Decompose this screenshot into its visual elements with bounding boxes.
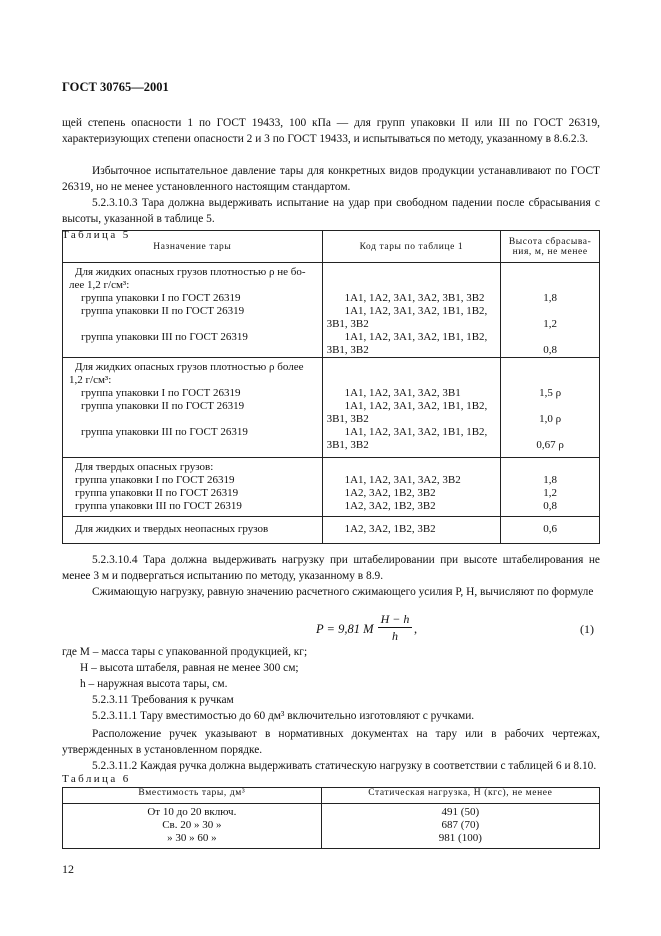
where-line-3: h – наружная высота тары, см. <box>80 678 228 690</box>
t5-height-cell: 1,8 1,2 0,8 <box>501 458 600 517</box>
t5-height-cell: 1,8 1,2 0,8 <box>501 263 600 358</box>
t5-purpose-cell: Для жидких опасных грузов плотностью ρ более 1,2 г/см³: группа упаковки I по ГОСТ 26319 группа упаковки II по ГОСТ 26319 группа упаковки III по ГОСТ 26319 <box>63 358 323 458</box>
t5-group-nonhazard <box>63 517 600 544</box>
paragraph-pressure: щей степень опасности 1 по ГОСТ 19433, 100 кПа — для групп упаковки II или III по ГОСТ 26319, характеризующих степени опасности 2 и 3 по ГОСТ 19433, и испытываться по методу, указанному в 8.6.2.3. <box>62 117 600 145</box>
paragraph-5-2-3-10-4: 5.2.3.10.4 Тара должна выдерживать нагрузку при штабелировании при высоте штабелирования не менее 3 м и подвергаться испытанию по методу, указанному в 8.9. <box>62 554 600 582</box>
t5-group-solid <box>63 458 600 517</box>
table5-caption: Таблица 5 <box>62 229 131 241</box>
t5-header-purpose: Назначение тары <box>63 231 323 263</box>
t5-purpose-cell: Для твердых опасных грузов: группа упаковки I по ГОСТ 26319 группа упаковки II по ГОСТ 26319 группа упаковки III по ГОСТ 26319 <box>63 458 323 517</box>
t5-header-height: Высота сбрасыва- ния, м, не менее <box>501 231 600 263</box>
t5-code-cell: 1А1, 1А2, 3А1, 3А2, 3В1 1А1, 1А2, 3А1, 3А2, 1В1, 1В2, 3В1, 3В2 1А1, 1А2, 3А1, 3А2, 1В1, 1В2, 3В1, 3В2 <box>322 358 501 458</box>
t6-load-cell: 491 (50) 687 (70) 981 (100) <box>321 804 599 849</box>
t5-header-code: Код тары по таблице 1 <box>322 231 501 263</box>
paragraph-5-2-3-10-3: 5.2.3.10.3 Тара должна выдерживать испытание на удар при свободном падении после сбрасывания с высоты, указанной в таблице 5. <box>62 197 600 225</box>
t5-height-cell: 1,5 ρ 1,0 ρ 0,67 ρ <box>501 358 600 458</box>
paragraph-test-pressure: Избыточное испытательное давление тары для конкретных видов продукции устанавливают по ГОСТ 26319, но не менее установленного настоящим стандартом. <box>62 165 600 193</box>
paragraph-5-2-3-11: 5.2.3.11 Требования к ручкам <box>92 694 234 706</box>
t5-code-cell: 1А2, 3А2, 1В2, 3В2 <box>322 517 501 544</box>
table-6 <box>62 787 600 849</box>
t5-purpose-cell: Для жидких опасных грузов плотностью ρ не бо- лее 1,2 г/см³: группа упаковки I по ГОСТ 26319 группа упаковки II по ГОСТ 26319 группа упаковки III по ГОСТ 26319 <box>63 263 323 358</box>
t6-header-capacity: Вместимость тары, дм³ <box>63 788 322 804</box>
paragraph-compress-load: Сжимающую нагрузку, равную значению расчетного сжимающего усилия P, Н, вычисляют по формуле <box>92 586 594 598</box>
page-number: 12 <box>62 862 74 876</box>
t5-code-cell: 1А1, 1А2, 3А1, 3А2, 3В1, 3В2 1А1, 1А2, 3А1, 3А2, 1В1, 1В2, 3В1, 3В2 1А1, 1А2, 3А1, 3А2, 1В1, 1В2, 3В1, 3В2 <box>322 263 501 358</box>
table6-caption: Таблица 6 <box>62 773 131 785</box>
table-5 <box>62 230 600 544</box>
paragraph-5-2-3-11-2: 5.2.3.11.2 Каждая ручка должна выдерживать статическую нагрузку в соответствии с таблицей 6 и 8.10. <box>92 760 597 772</box>
t5-purpose-cell: Для жидких и твердых неопасных грузов <box>63 517 323 544</box>
t6-capacity-cell: От 10 до 20 включ. Св. 20 » 30 » » 30 » 60 » <box>63 804 322 849</box>
t5-height-cell: 0,6 <box>501 517 600 544</box>
where-line-1: где M – масса тары с упакованной продукцией, кг; <box>62 646 308 658</box>
fraction-bar <box>378 627 412 628</box>
t5-code-cell: 1А1, 1А2, 3А1, 3А2, 3В2 1А2, 3А2, 1В2, 3В2 1А2, 3А2, 1В2, 3В2 <box>322 458 501 517</box>
t5-group-liquid-light <box>63 263 600 358</box>
formula-number: (1) <box>580 622 594 636</box>
formula-denominator: h <box>392 629 398 643</box>
paragraph-handle-location: Расположение ручек указывают в нормативных документах на тару или в рабочих чертежах, утвержденных в установленном порядке. <box>62 728 600 756</box>
paragraph-5-2-3-11-1: 5.2.3.11.1 Тару вместимостью до 60 дм³ включительно изготовляют с ручками. <box>92 710 475 722</box>
t5-group-liquid-heavy <box>63 358 600 458</box>
document-header: ГОСТ 30765—2001 <box>62 80 169 94</box>
where-line-2: H – высота штабеля, равная не менее 300 см; <box>80 662 299 674</box>
formula-tail: , <box>414 622 418 636</box>
t6-header-load: Статическая нагрузка, Н (кгс), не менее <box>321 788 599 804</box>
formula-numerator: H − h <box>380 612 410 626</box>
formula-lhs: P = 9,81 M <box>316 622 374 636</box>
